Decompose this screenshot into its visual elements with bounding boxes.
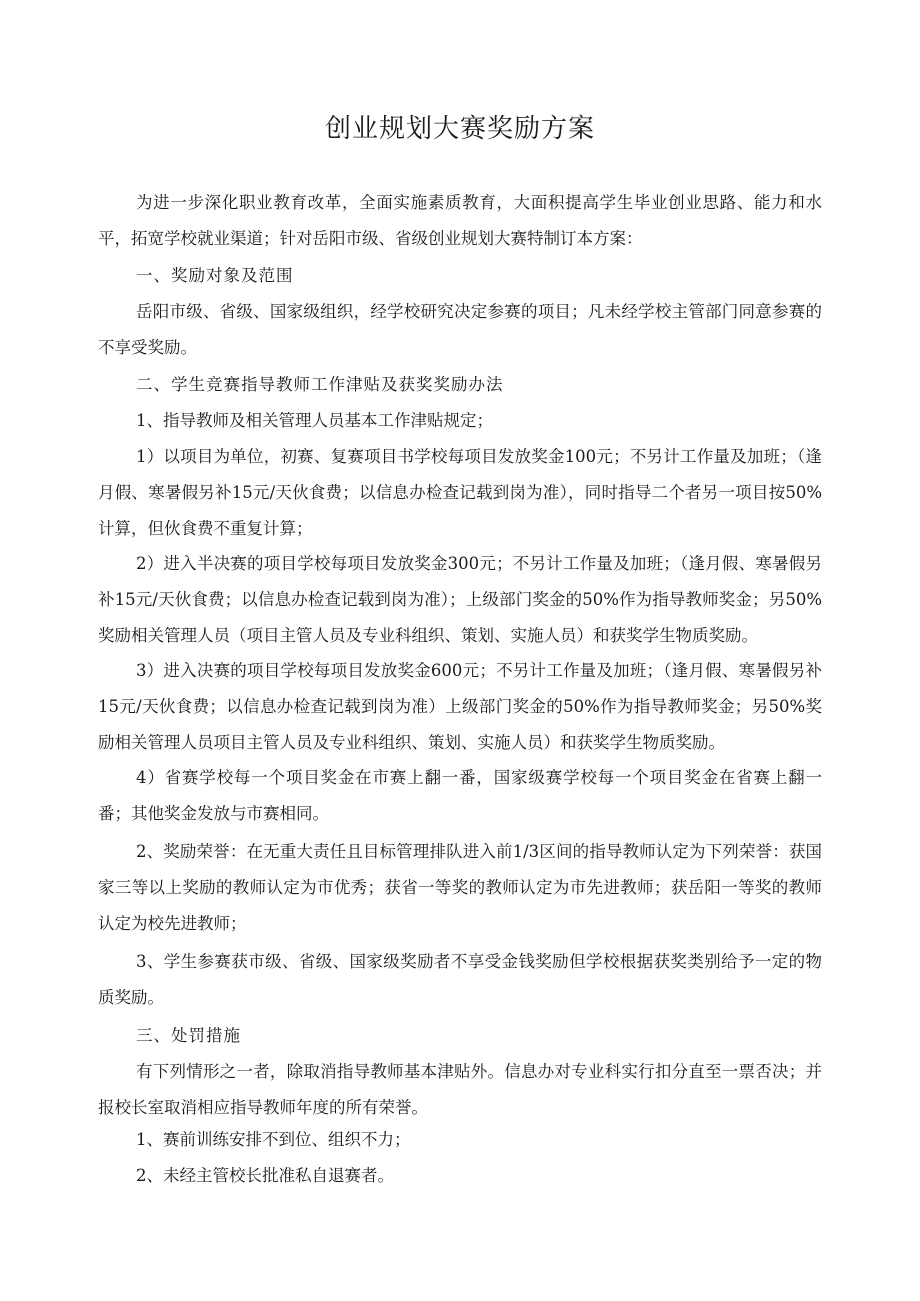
section-2-item-1: 1、指导教师及相关管理人员基本工作津贴规定； — [136, 411, 493, 430]
section-3-body: 有下列情形之一者，除取消指导教师基本津贴外。信息办对专业科实行扣分直至一票否决；并报校长室取消相应指导教师年度的所有荣誉。 — [98, 1062, 822, 1117]
section-1-body: 岳阳市级、省级、国家级组织，经学校研究决定参赛的项目；凡未经学校主管部门同意参赛的不享受奖励。 — [98, 302, 822, 357]
section-2-heading: 二、学生竞赛指导教师工作津贴及获奖奖励办法 — [136, 375, 504, 394]
section-3-item-2: 2、未经主管校长批准私自退赛者。 — [136, 1166, 394, 1185]
section-2-item-1-1: 1）以项目为单位，初赛、复赛项目书学校每项目发放奖金100元；不另计工作量及加班；（逢月假、寒暑假另补15元/天伙食费；以信息办检查记载到岗为准），同时指导二个者另一项目按50%计算，但伙食费不重复计算； — [98, 447, 822, 538]
section-2-item-1-4: 4）省赛学校每一个项目奖金在市赛上翻一番，国家级赛学校每一个项目奖金在省赛上翻一番；其他奖金发放与市赛相同。 — [98, 768, 822, 823]
section-1-heading: 一、奖励对象及范围 — [136, 266, 294, 285]
section-3-heading: 三、处罚措施 — [136, 1026, 241, 1045]
section-2-item-1-2: 2）进入半决赛的项目学校每项目发放奖金300元；不另计工作量及加班；（逢月假、寒暑假另补15元/天伙食费；以信息办检查记载到岗为准）；上级部门奖金的50%作为指导教师奖金；另50%奖励相关管理人员（项目主管人员及专业科组织、策划、实施人员）和获奖学生物质奖励。 — [98, 554, 822, 645]
section-2-item-1-3: 3）进入决赛的项目学校每项目发放奖金600元；不另计工作量及加班；（逢月假、寒暑假另补15元/天伙食费；以信息办检查记载到岗为准）上级部门奖金的50%作为指导教师奖金；另50%奖励相关管理人员项目主管人员及专业科组织、策划、实施人员）和获奖学生物质奖励。 — [98, 661, 822, 752]
section-3-item-1: 1、赛前训练安排不到位、组织不力； — [136, 1130, 411, 1149]
section-2-item-3: 3、学生参赛获市级、省级、国家级奖励者不享受金钱奖励但学校根据获奖类别给予一定的物质奖励。 — [98, 952, 822, 1007]
section-2-item-2: 2、奖励荣誉：在无重大责任且目标管理排队进入前1/3区间的指导教师认定为下列荣誉：获国家三等以上奖励的教师认定为市优秀；获省一等奖的教师认定为市先进教师；获岳阳一等奖的教师认定为校先进教师； — [98, 842, 822, 933]
page-title: 创业规划大赛奖励方案 — [324, 114, 595, 144]
intro-paragraph: 为进一步深化职业教育改革，全面实施素质教育，大面积提高学生毕业创业思路、能力和水平，拓宽学校就业渠道；针对岳阳市级、省级创业规划大赛特制订本方案： — [98, 193, 822, 248]
